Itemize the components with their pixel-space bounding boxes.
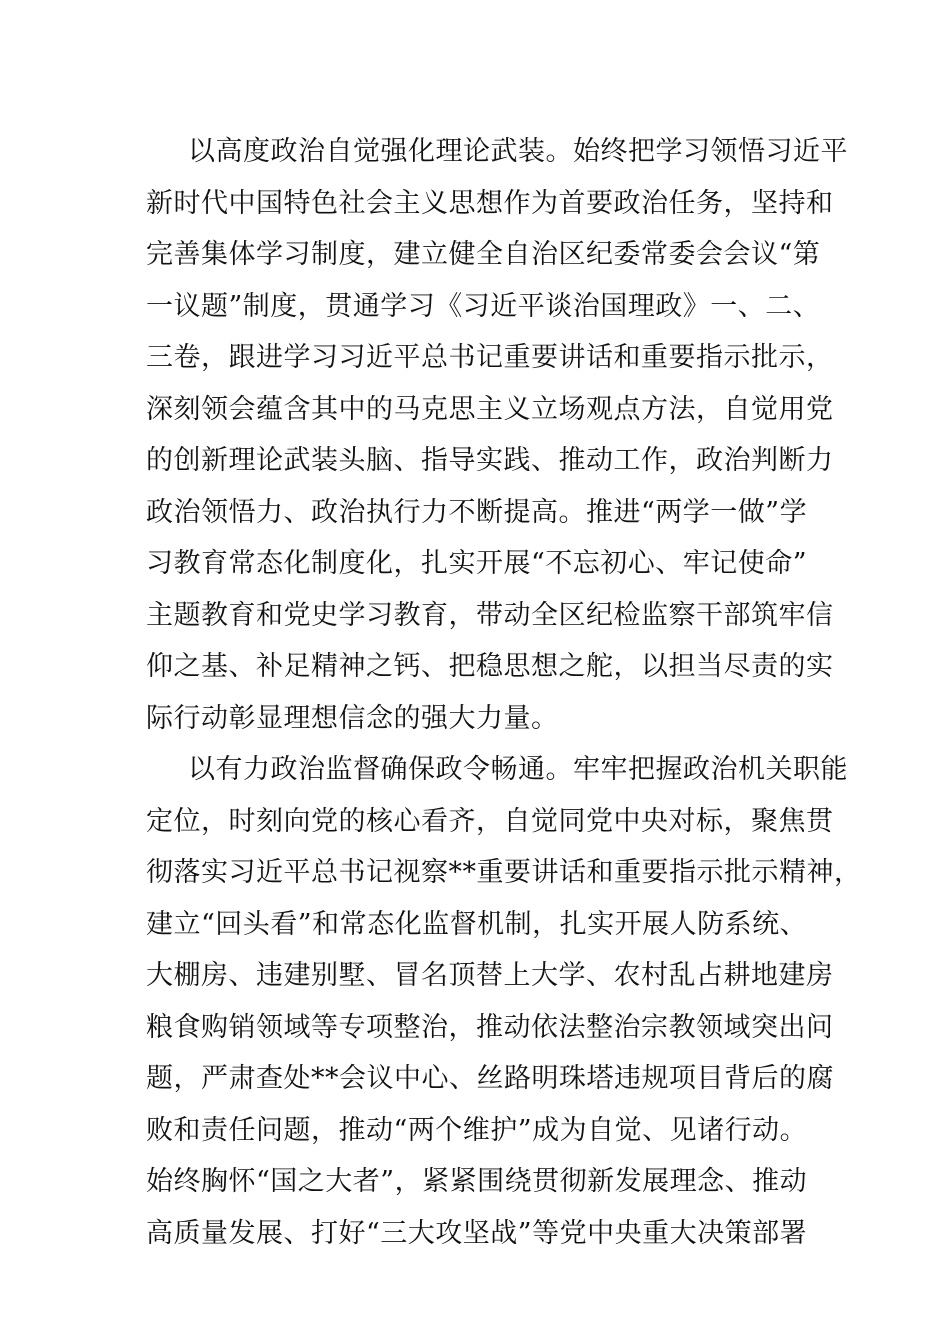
paragraph-1-line: 以高度政治自觉强化理论武装。始终把学习领悟习近平 <box>188 136 848 167</box>
paragraph-1-line: 三卷，跟进学习习近平总书记重要讲话和重要指示批示， <box>146 342 834 373</box>
paragraph-2-line: 始终胸怀“国之大者”，紧紧围绕贯彻新发展理念、推动 <box>146 1166 808 1197</box>
paragraph-2-line: 以有力政治监督确保政令畅通。牢牢把握政治机关职能 <box>188 754 848 785</box>
paragraph-1-line: 主题教育和党史学习教育，带动全区纪检监察干部筑牢信 <box>146 599 834 631</box>
paragraph-1-line: 一议题”制度，贯通学习《习近平谈治国理政》一、二、 <box>146 290 821 322</box>
paragraph-2-line: 败和责任问题，推动“两个维护”成为自觉、见诸行动。 <box>146 1114 808 1146</box>
paragraph-2-line: 题，严肃查处**会议中心、丝路明珠塔违规项目背后的腐 <box>146 1063 834 1094</box>
paragraph-2-line: 彻落实习近平总书记视察**重要讲话和重要指示批示精神， <box>146 857 862 888</box>
document-body <box>146 126 862 1259</box>
paragraph-2-line: 粮食购销领域等专项整治，推动依法整治宗教领域突出问 <box>146 1011 834 1043</box>
paragraph-2-line: 大棚房、违建别墅、冒名顶替上大学、农村乱占耕地建房 <box>146 960 834 991</box>
paragraph-1-line: 政治领悟力、政治执行力不断提高。推进“两学一做”学 <box>146 496 808 528</box>
paragraph-2-line: 建立“回头看”和常态化监督机制，扎实开展人防系统、 <box>146 908 808 940</box>
paragraph-2-line: 高质量发展、打好“三大攻坚战”等党中央重大决策部署 <box>146 1217 808 1249</box>
paragraph-1-line: 习教育常态化制度化，扎实开展“不忘初心、牢记使命” <box>146 548 808 579</box>
paragraph-2-line: 定位，时刻向党的核心看齐，自觉同党中央对标，聚焦贯 <box>146 805 834 837</box>
paragraph-1-line: 的创新理论武装头脑、指导实践、推动工作，政治判断力 <box>146 445 834 476</box>
paragraph-1-line: 新时代中国特色社会主义思想作为首要政治任务，坚持和 <box>146 187 834 219</box>
paragraph-1-line: 完善集体学习制度，建立健全自治区纪委常委会会议“第 <box>146 239 821 270</box>
paragraph-1-line: 仰之基、补足精神之钙、把稳思想之舵，以担当尽责的实 <box>146 651 834 682</box>
paragraph-1-line: 深刻领会蕴含其中的马克思主义立场观点方法，自觉用党 <box>146 393 834 425</box>
paragraph-1-line: 际行动彰显理想信念的强大力量。 <box>146 702 559 734</box>
